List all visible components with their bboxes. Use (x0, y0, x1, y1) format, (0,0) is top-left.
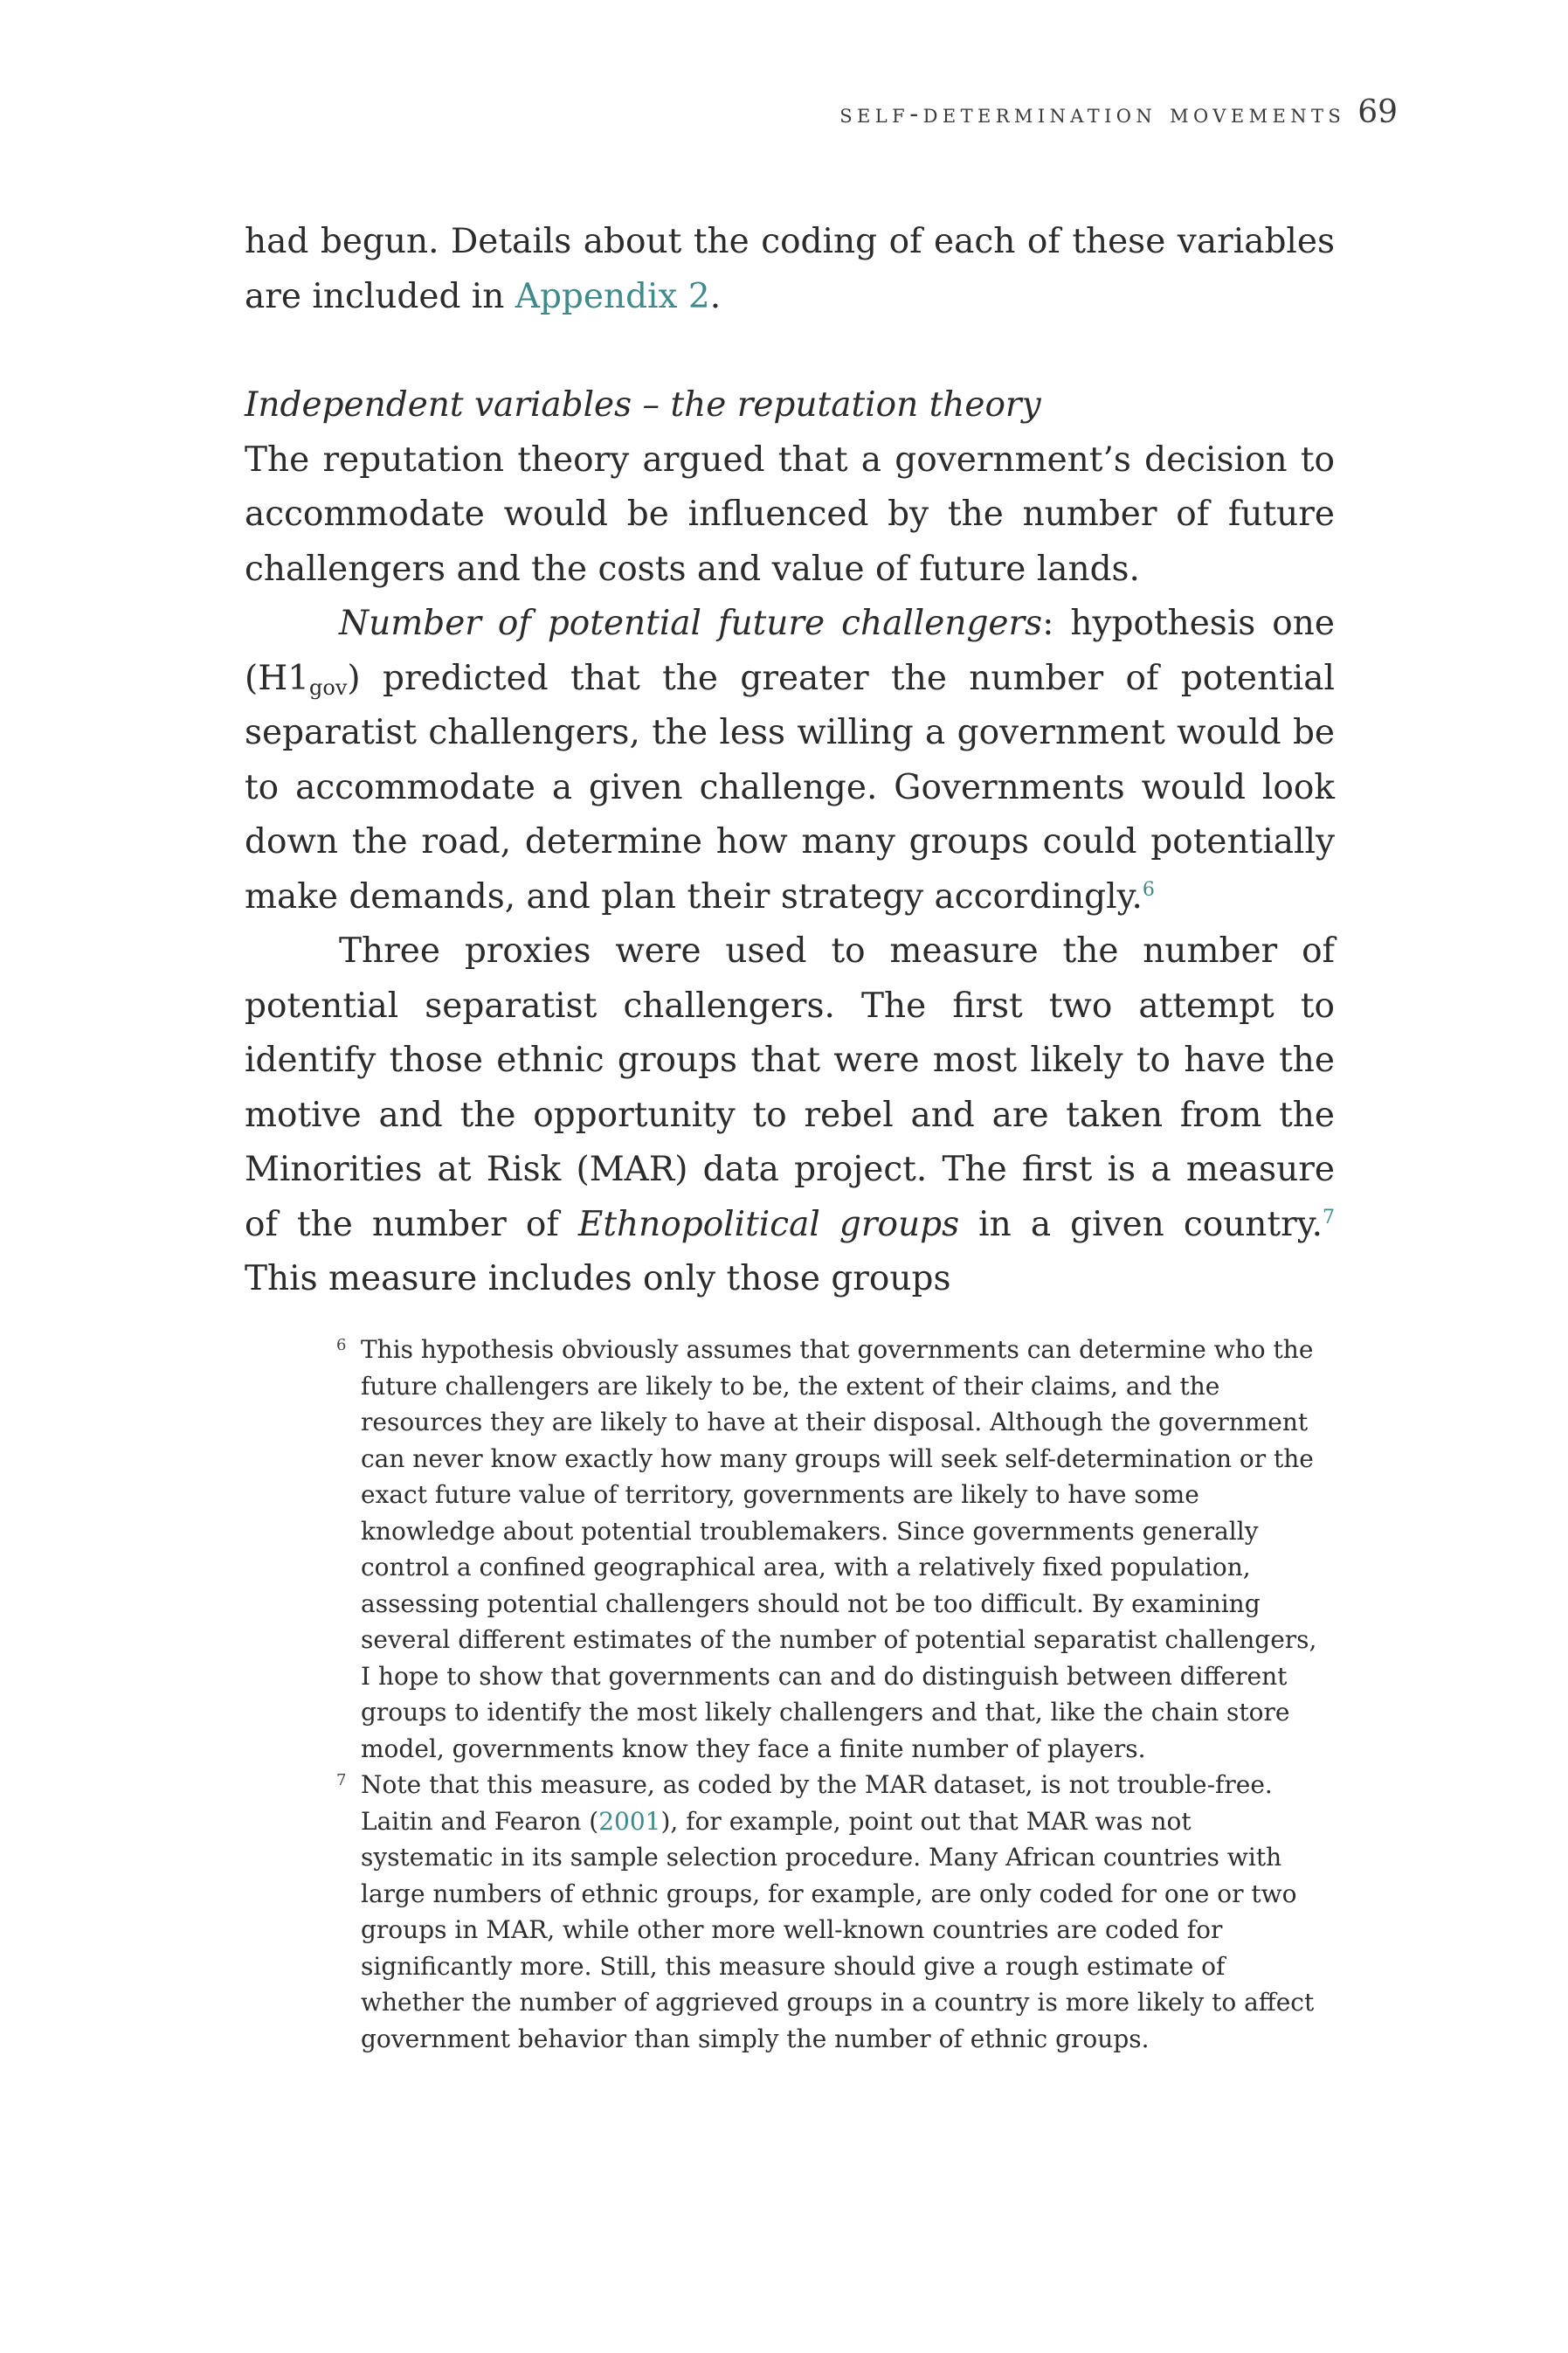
section-heading: Independent variables – the reputation theory (245, 385, 1041, 425)
running-head-title: self-determination movements (839, 99, 1346, 129)
body-text (245, 215, 1335, 1307)
footnote-7: 7 Note that this measure, as coded by the MAR dataset, is not trouble-free. Laitin and Fearon (2001), for example, point out that MAR was not systematic in its sample selection procedure. Many African countries with large numbers of ethnic groups, for example, are only coded for one or two groups in MAR, while other more well-known countries are coded for significantly more. Still, this measure should give a rough estimate of whether the number of aggrieved groups in a country is more likely to affect government behavior than simply the number of ethnic groups. (336, 1767, 1322, 2057)
footnote-6 (336, 1332, 1322, 1767)
paragraph-proxies: Three proxies were used to measure the number of potential separatist challengers. The first two attempt to identify those ethnic groups that were most likely to have the motive and the opportunity to rebel and are taken from the Minorities at Risk (MAR) data project. The first is a measure of the number of Ethnopolitical groups in a given country.$^7$ This measure includes only those groups (245, 931, 1335, 1298)
footnotes (336, 1332, 1322, 2057)
footnote-text: This hypothesis obviously assumes that governments can determine who the future challengers are likely to be, the extent of their claims, and the resources they are likely to have at their disposal. Although the government can never know exactly how many groups will seek self-determination or the exact future value of territory, governments are likely to have some knowledge about potential troublemakers. Since governments generally control a confined geographical area, with a relatively fixed population, assessing potential challengers should not be too difficult. By examining several different estimates of the number of potential separatist challengers, I hope to show that governments can and do distinguish between different groups to identify the most likely challengers and that, like the chain store model, governments know they face a finite number of players. (361, 1335, 1317, 1763)
paragraph-h1: Number of potential future challengers: hypothesis one $(H1_{gov})$ predicted that the greater the number of potential separatist challengers, the less willing a government would be to accommodate a given challenge. Governments would look down the road, determine how many groups could potentially make demands, and plan their strategy accordingly.$^6$ (245, 604, 1335, 917)
footnote-number: 7 (336, 1771, 347, 1789)
appendix-link[interactable]: Appendix 2 (515, 276, 710, 316)
paragraph-top: had begun. Details about the coding of each of these variables are included in Appendix 2. (245, 222, 1335, 316)
page-number: 69 (1357, 94, 1398, 130)
paragraph-reputation: The reputation theory argued that a government’s decision to accommodate would be influenced by the number of future challengers and the costs and value of future lands. (245, 439, 1335, 589)
footnote-ref-7[interactable]: 7 (1323, 1206, 1335, 1228)
footnote-ref-6[interactable]: 6 (1142, 878, 1155, 901)
running-head (245, 94, 1398, 130)
footnote-number: 6 (336, 1336, 347, 1354)
citation-link[interactable]: 2001 (598, 1806, 661, 1836)
